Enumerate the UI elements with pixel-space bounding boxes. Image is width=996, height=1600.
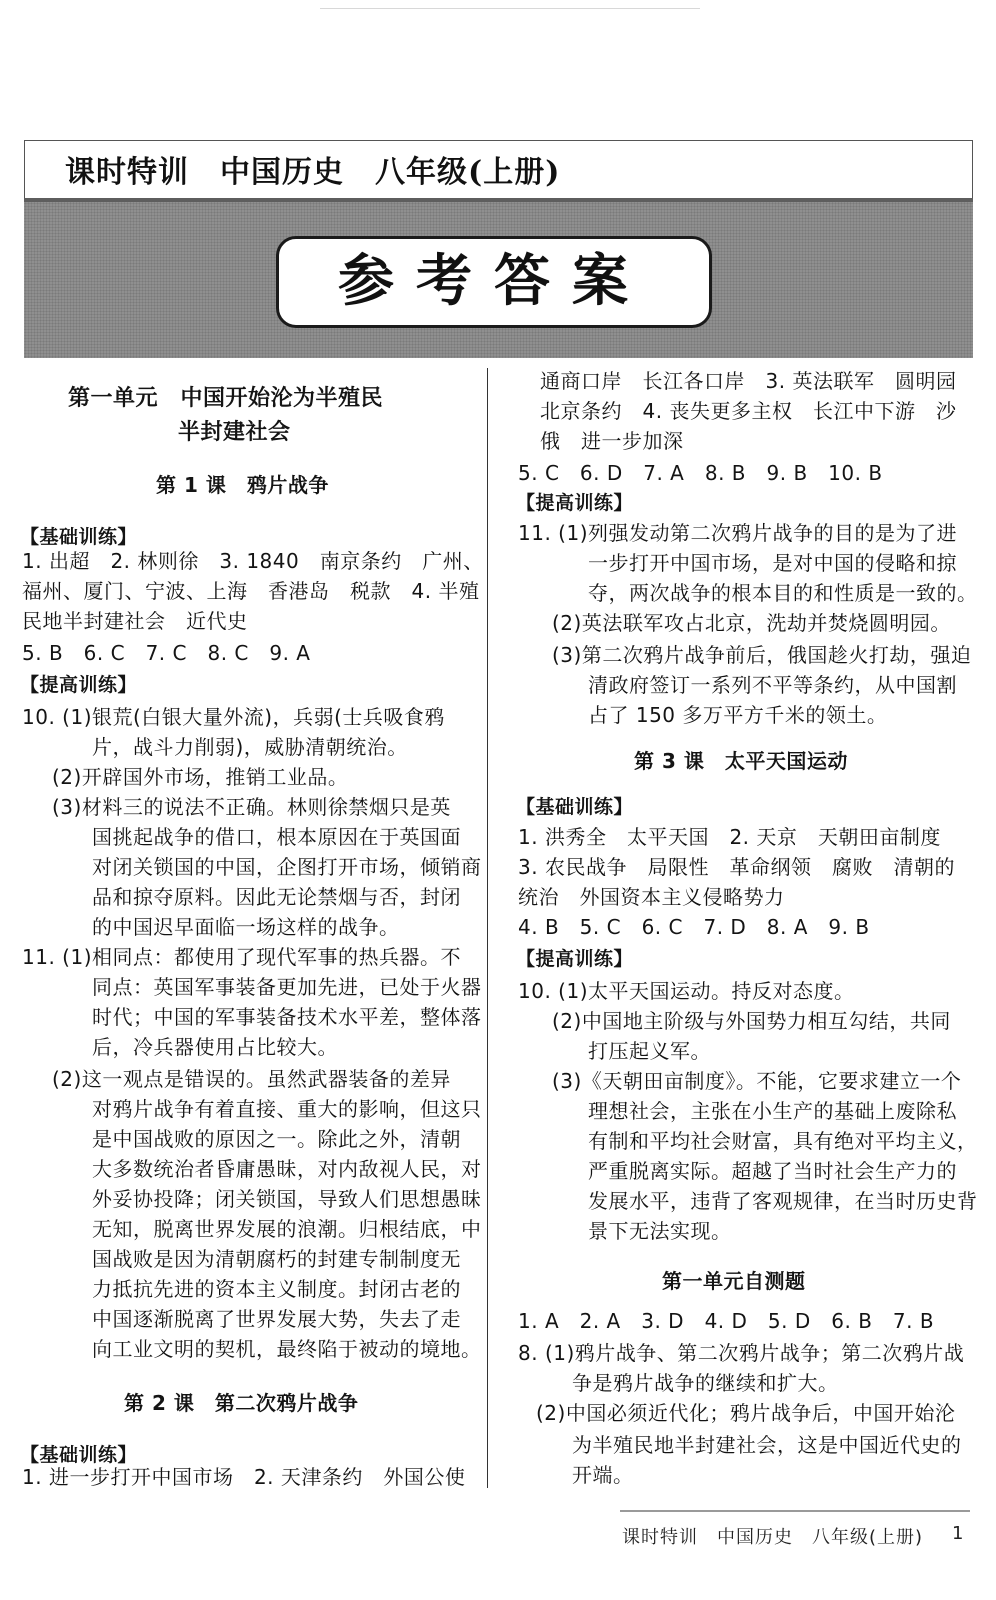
page-number: 1: [952, 1523, 964, 1544]
answer-line: 力抵抗先进的资本主义制度。封闭古老的: [92, 1277, 461, 1301]
answer-line: 片，战斗力削弱)，威胁清朝统治。: [92, 735, 408, 759]
answer-line: (2)中国必须近代化；鸦片战争后，中国开始沦: [536, 1401, 956, 1425]
answer-line: 景下无法实现。: [588, 1219, 732, 1243]
section-tag-basic: 【基础训练】: [20, 1444, 138, 1466]
answer-line: 8. (1)鸦片战争、第二次鸦片战争；第二次鸦片战: [518, 1341, 965, 1365]
answer-line: 无知，脱离世界发展的浪潮。归根结底，中: [92, 1217, 482, 1241]
answer-line: 中国逐渐脱离了世界发展大势，失去了走: [92, 1307, 461, 1331]
lesson-2-title: 第 2 课 第二次鸦片战争: [124, 1391, 359, 1415]
answer-line: 一步打开中国市场，是对中国的侵略和掠: [588, 551, 957, 575]
section-tag-advanced: 【提高训练】: [20, 674, 138, 696]
answer-line: 清政府签订一系列不平等条约，从中国割: [588, 673, 957, 697]
answer-line: 俄 进一步加深: [540, 429, 684, 453]
answer-line: 有制和平均社会财富，具有绝对平均主义，: [588, 1129, 978, 1153]
answer-line: (2)开辟国外市场，推销工业品。: [52, 765, 349, 789]
unit-test-title: 第一单元自测题: [662, 1269, 806, 1293]
unit-title-line1: 第一单元 中国开始沦为半殖民: [68, 386, 384, 411]
answer-line: (2)中国地主阶级与外国势力相互勾结，共同: [552, 1009, 951, 1033]
answer-line: 严重脱离实际。超越了当时社会生产力的: [588, 1159, 957, 1183]
answer-line: 理想社会，主张在小生产的基础上废除私: [588, 1099, 957, 1123]
top-edge-rule: [320, 8, 700, 9]
answer-line: 发展水平，违背了客观规律，在当时历史背: [588, 1189, 978, 1213]
answer-line: 5. C 6. D 7. A 8. B 9. B 10. B: [518, 461, 883, 485]
answer-line: 夺，两次战争的根本目的和性质是一致的。: [588, 581, 978, 605]
answer-line: 福州、厦门、宁波、上海 香港岛 税款 4. 半殖: [22, 579, 480, 603]
answer-line: (2)英法联军攻占北京，洗劫并焚烧圆明园。: [552, 611, 951, 635]
footer-rule: [620, 1510, 970, 1512]
answer-line: 为半殖民地半封建社会，这是中国近代史的: [572, 1433, 962, 1457]
answer-line: 的中国迟早面临一场这样的战争。: [92, 915, 400, 939]
section-tag-advanced: 【提高训练】: [516, 948, 634, 970]
answer-line: 国战败是因为清朝腐朽的封建专制制度无: [92, 1247, 461, 1271]
answer-line: 占了 150 多万平方千米的领土。: [588, 703, 888, 727]
footer-running-title: 课时特训 中国历史 八年级(上册): [622, 1527, 924, 1548]
answer-line: 10. (1)太平天国运动。持反对态度。: [518, 979, 855, 1003]
answer-line: 1. 出超 2. 林则徐 3. 1840 南京条约 广州、: [22, 549, 484, 573]
section-tag-basic: 【基础训练】: [516, 796, 634, 818]
page-header: [24, 140, 973, 358]
answer-line: 4. B 5. C 6. C 7. D 8. A 9. B: [518, 915, 870, 939]
answer-line: 品和掠夺原料。因此无论禁烟与否，封闭: [92, 885, 461, 909]
lesson-3-title: 第 3 课 太平天国运动: [634, 749, 848, 773]
answer-line: 1. A 2. A 3. D 4. D 5. D 6. B 7. B: [518, 1309, 935, 1333]
header-title: 课时特训 中国历史 八年级(上册): [65, 155, 561, 190]
answer-line: 1. 进一步打开中国市场 2. 天津条约 外国公使: [22, 1465, 466, 1489]
answer-line: 对闭关锁国的中国，企图打开市场，倾销商: [92, 855, 482, 879]
answer-line: 统治 外国资本主义侵略势力: [518, 885, 785, 909]
answer-line: 10. (1)银荒(白银大量外流)，兵弱(士兵吸食鸦: [22, 705, 445, 729]
answer-line: 11. (1)列强发动第二次鸦片战争的目的是为了进: [518, 521, 957, 545]
answer-banner: 参考答案: [276, 236, 712, 328]
answer-line: 是中国战败的原因之一。除此之外，清朝: [92, 1127, 461, 1151]
answer-line: 大多数统治者昏庸愚昧，对内敌视人民，对: [92, 1157, 482, 1181]
answer-line: 11. (1)相同点：都使用了现代军事的热兵器。不: [22, 945, 461, 969]
answer-line: 时代；中国的军事装备技术水平差，整体落: [92, 1005, 482, 1029]
section-tag-basic: 【基础训练】: [20, 526, 138, 548]
answer-line: (3)第二次鸦片战争前后，俄国趁火打劫，强迫: [552, 643, 972, 667]
answer-line: (3)材料三的说法不正确。林则徐禁烟只是英: [52, 795, 451, 819]
header-title-bar: [24, 140, 973, 199]
answer-line: 国挑起战争的借口，根本原因在于英国面: [92, 825, 461, 849]
answer-line: (3)《天朝田亩制度》。不能，它要求建立一个: [552, 1069, 962, 1093]
unit-title-line2: 半封建社会: [178, 420, 291, 445]
column-divider: [487, 368, 488, 1488]
answer-line: 打压起义军。: [588, 1039, 711, 1063]
answer-line: 3. 农民战争 局限性 革命纲领 腐败 清朝的: [518, 855, 955, 879]
answer-line: 北京条约 4. 丧失更多主权 长江中下游 沙: [540, 399, 957, 423]
answer-line: 后，冷兵器使用占比较大。: [92, 1035, 338, 1059]
answer-line: 通商口岸 长江各口岸 3. 英法联军 圆明园: [540, 369, 957, 393]
answer-line: (2)这一观点是错误的。虽然武器装备的差异: [52, 1067, 451, 1091]
answer-line: 民地半封建社会 近代史: [22, 609, 248, 633]
answer-line: 争是鸦片战争的继续和扩大。: [572, 1371, 839, 1395]
answer-line: 向工业文明的契机，最终陷于被动的境地。: [92, 1337, 482, 1361]
lesson-1-title: 第 1 课 鸦片战争: [156, 473, 329, 497]
answer-line: 外妥协投降；闭关锁国，导致人们思想愚昧: [92, 1187, 482, 1211]
answer-line: 对鸦片战争有着直接、重大的影响，但这只: [92, 1097, 482, 1121]
answer-line: 5. B 6. C 7. C 8. C 9. A: [22, 641, 311, 665]
answer-line: 1. 洪秀全 太平天国 2. 天京 天朝田亩制度: [518, 825, 941, 849]
answer-line: 开端。: [572, 1463, 634, 1487]
answer-line: 同点：英国军事装备更加先进，已处于火器: [92, 975, 482, 999]
section-tag-advanced: 【提高训练】: [516, 492, 634, 514]
